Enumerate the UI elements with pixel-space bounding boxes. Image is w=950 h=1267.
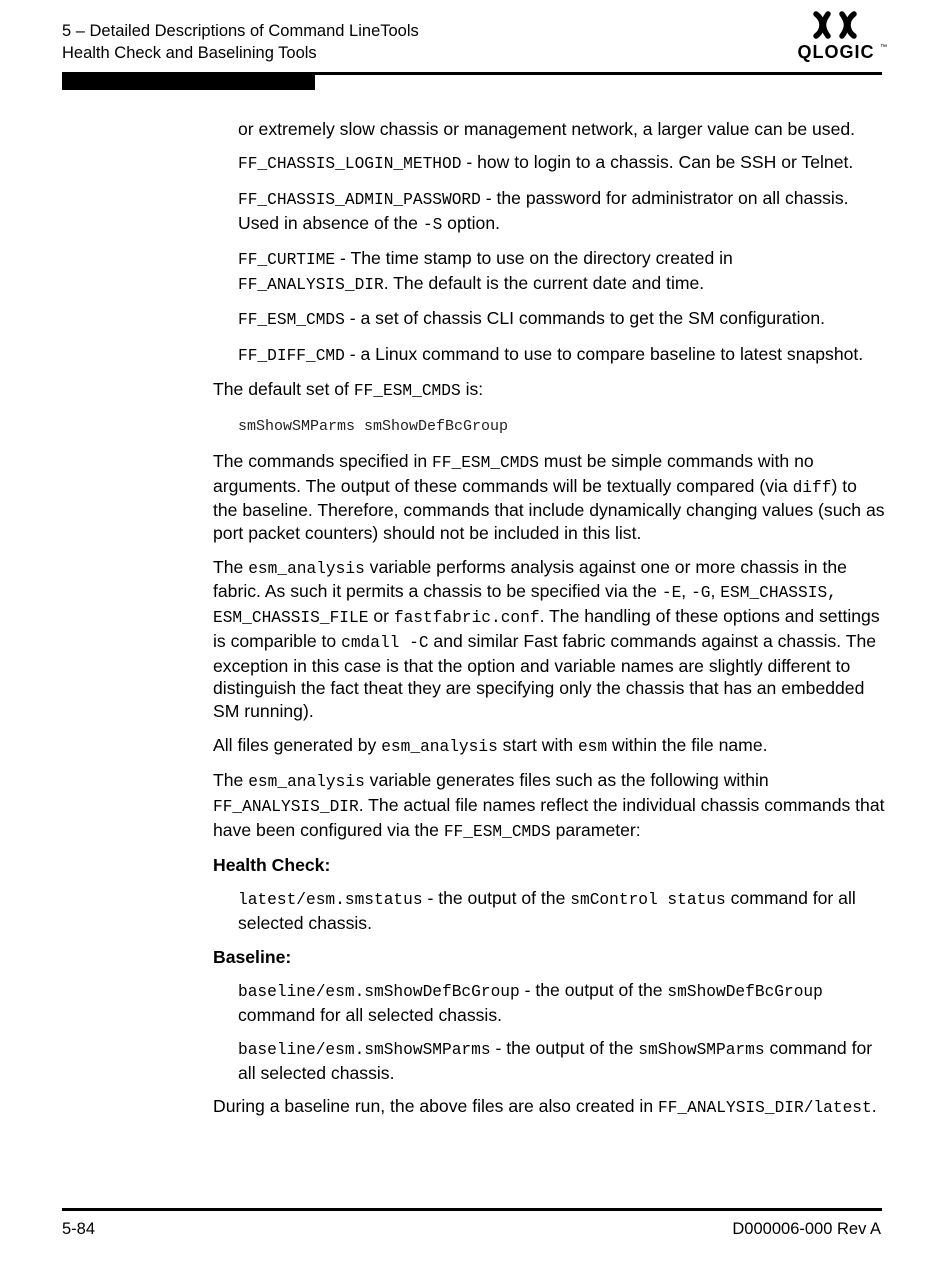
page-number: 5-84 <box>62 1220 96 1238</box>
heading-health-check: Health Check: <box>213 855 331 876</box>
paragraph-commands-specified: The commands specified in FF_ESM_CMDS must be simple commands with no arguments. The output of these commands will be textually compared (via diff) to the baseline. Therefore, commands that include dynamically changing values (such as port packet counters) should not be included in this list. <box>213 450 885 544</box>
qlogic-logo <box>788 10 887 64</box>
paragraph-all-files: All files generated by esm_analysis start with esm within the file name. <box>213 734 768 756</box>
heading-baseline: Baseline: <box>213 946 292 967</box>
var-name: FF_CURTIME <box>238 250 336 269</box>
var-admin-password: FF_CHASSIS_ADMIN_PASSWORD - the password for administrator on all chassis. Used in absence of the -S option. <box>238 187 849 234</box>
file-baseline-defbcgroup: baseline/esm.smShowDefBcGroup - the output of the smShowDefBcGroup command for all selected chassis. <box>238 980 823 1025</box>
paragraph-baseline-run: During a baseline run, the above files are also created in FF_ANALYSIS_DIR/latest. <box>213 1096 877 1118</box>
var-diff-cmd: FF_DIFF_CMD - a Linux command to use to compare baseline to latest snapshot. <box>238 343 864 365</box>
var-name: FF_ESM_CMDS <box>238 311 345 330</box>
var-login-method: FF_CHASSIS_LOGIN_METHOD - how to login to a chassis. Can be SSH or Telnet. <box>238 152 854 174</box>
var-name: FF_CHASSIS_LOGIN_METHOD <box>238 155 462 174</box>
header-tab-bar <box>62 75 315 90</box>
qlogic-logo-icon <box>810 10 860 40</box>
paragraph-default-set: The default set of FF_ESM_CMDS is: <box>213 378 484 400</box>
var-name: FF_DIFF_CMD <box>238 346 345 365</box>
document-id: D000006-000 Rev A <box>732 1220 881 1238</box>
var-name: FF_CHASSIS_ADMIN_PASSWORD <box>238 190 481 209</box>
paragraph-generates-files: The esm_analysis variable generates files such as the following within FF_ANALYSIS_DIR. The actual file names reflect the individual chassis commands that have been configured via the FF_ESM_CMDS parameter: <box>213 770 885 841</box>
logo-wordmark: QLOGIC <box>797 42 875 62</box>
file-health-check-status: latest/esm.smstatus - the output of the smControl status command for all selected chassis. <box>238 888 856 934</box>
var-esm-cmds: FF_ESM_CMDS - a set of chassis CLI commands to get the SM configuration. <box>238 308 826 330</box>
var-curtime: FF_CURTIME - The time stamp to use on the directory created in FF_ANALYSIS_DIR. The default is the current date and time. <box>238 247 733 294</box>
running-header <box>62 20 419 64</box>
paragraph-slow-network: or extremely slow chassis or management network, a larger value can be used. <box>238 119 856 139</box>
code-default-commands: smShowSMParms smShowDefBcGroup <box>238 418 509 436</box>
file-baseline-smparms: baseline/esm.smShowSMParms - the output of the smShowSMParms command for all selected chassis. <box>238 1038 873 1083</box>
logo-trademark: ™ <box>880 44 887 51</box>
section-title: Health Check and Baselining Tools <box>62 44 317 62</box>
footer-rule <box>62 1208 882 1211</box>
chapter-title: 5 – Detailed Descriptions of Command LineTools <box>62 22 419 40</box>
page-content <box>213 118 885 1131</box>
paragraph-esm-analysis: The esm_analysis variable performs analysis against one or more chassis in the fabric. As such it permits a chassis to be specified via the -E, -G, ESM_CHASSIS, ESM_CHASSIS_FILE or fastfabric.conf. The handling of these options and settings is comparible to cmdall -C and similar Fast fabric commands against a chassis. The exception in this case is that the option and variable names are slightly different to distinguish the fact theat they are specifying only the chassis that has an embedded SM running). <box>213 556 880 722</box>
